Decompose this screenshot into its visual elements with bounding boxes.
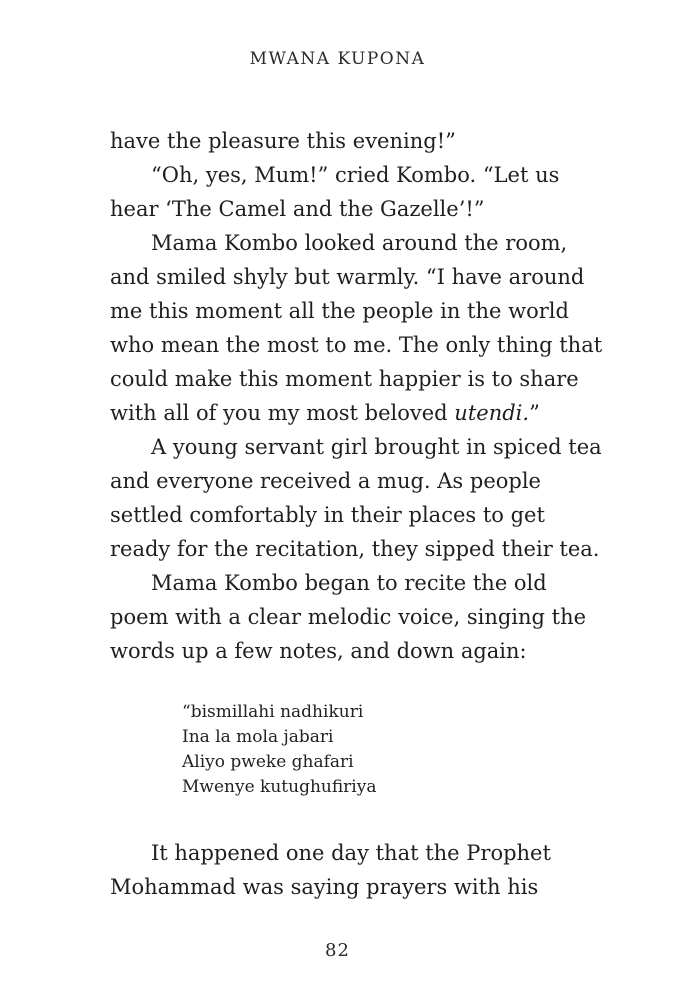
body-text <box>110 124 610 668</box>
verse-line: Mwenye kutughufiriya <box>182 777 377 797</box>
continuation-text <box>110 836 610 904</box>
verse-block <box>182 700 522 800</box>
paragraph-3-closing-quote: ” <box>529 401 540 425</box>
verse-line: Ina la mola jabari <box>182 727 334 747</box>
paragraph-1: have the pleasure this evening!” <box>110 129 456 153</box>
paragraph-4: A young servant girl brought in spiced tea and everyone received a mug. As people settled comfortably in their places to get ready for the recitation, they sipped their tea. <box>110 435 602 561</box>
running-head: MWANA KUPONA <box>249 49 426 69</box>
paragraph-5: Mama Kombo began to recite the old poem with a clear melodic voice, singing the words up a few notes, and down again: <box>110 571 587 663</box>
page-number: 82 <box>325 940 350 961</box>
verse-line: “bismillahi nadhikuri <box>182 702 364 722</box>
paragraph-3 <box>110 226 610 430</box>
paragraph-6: It happened one day that the Prophet Mohammad was saying prayers with his <box>110 841 551 899</box>
paragraph-2: “Oh, yes, Mum!” cried Kombo. “Let us hear ‘The Camel and the Gazelle’!” <box>110 163 560 221</box>
verse-line: Aliyo pweke ghafari <box>182 752 354 772</box>
paragraph-3-text: Mama Kombo looked around the room, and smiled shyly but warmly. “I have around me this moment all the people in the world who mean the most to me. The only thing that could make this moment happier is to share with all of you my most beloved <box>110 231 603 425</box>
paragraph-3-italic: utendi. <box>454 401 530 425</box>
